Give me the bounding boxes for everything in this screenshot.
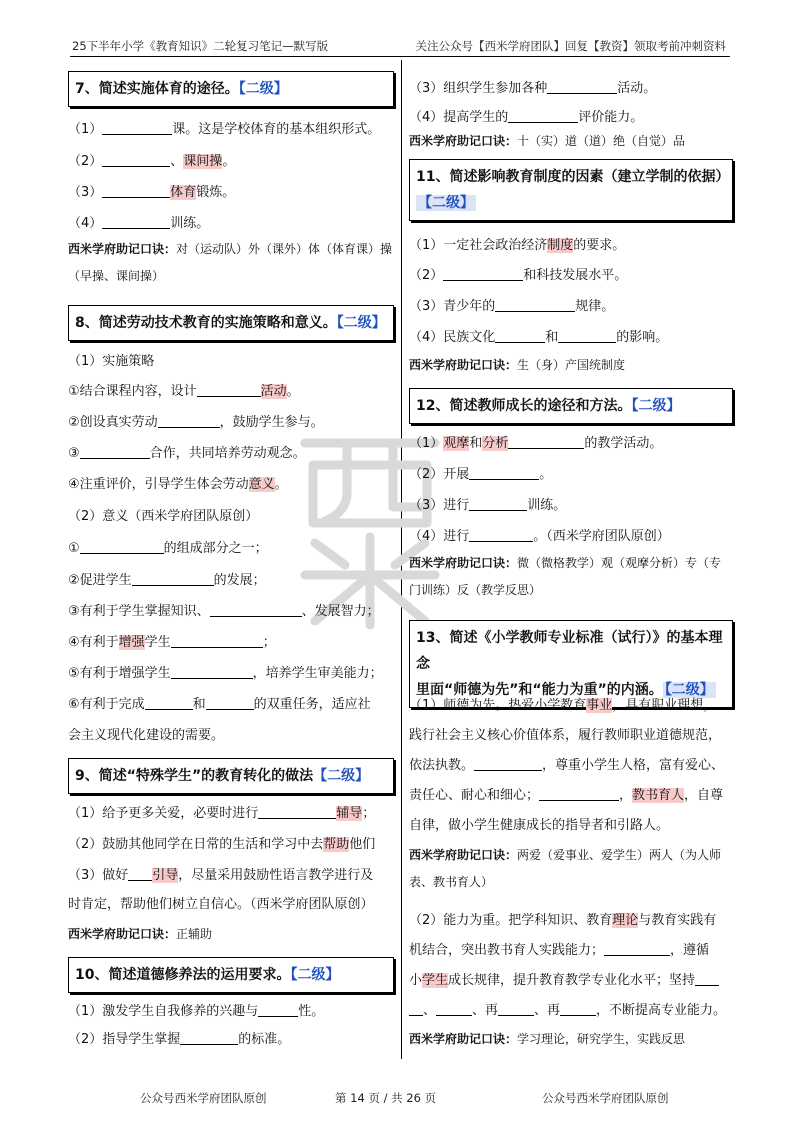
q13-p1-line-1: （1）师德为先。热爱小学教育事业，具有职业理想， (409, 698, 717, 713)
q8-subheading-2: （2）意义（西米学府团队原创） (68, 509, 259, 524)
question-12-title: 12、简述教师成长的途径和方法。 (416, 398, 632, 414)
level-tag: 【二级】 (418, 195, 474, 211)
page-number: 第 14 页 / 共 26 页 (335, 1091, 437, 1105)
q9-item-1: （1）给予更多关爱，必要时进行 辅导； (68, 806, 376, 821)
level-tag: 【二级】 (631, 398, 681, 414)
question-7-box (68, 71, 394, 107)
q7-mnemonic: 西米学府助记口诀：对（运动队）外（课外）体（体育课）操（早操、课间操） (68, 242, 393, 283)
question-11-box (409, 159, 733, 221)
q8-meaning-2: ②促进学生 的发展； (68, 573, 266, 588)
question-11-title: 11、简述影响教育制度的因素（建立学制的依据） (416, 169, 730, 185)
question-8-title: 8、简述劳动技术教育的实施策略和意义。 (75, 315, 337, 331)
footer-left: 公众号西米学府团队原创 (140, 1091, 267, 1105)
q10-item-4: （4）提高学生的 评价能力。 (409, 110, 644, 125)
q8-item-3: ③ 合作，共同培养劳动观念。 (68, 446, 306, 461)
q8-meaning-6-cont: 会主义现代化建设的需要。 (68, 728, 225, 743)
level-tag: 【二级】 (336, 315, 386, 331)
q13-p1-line-2: 践行社会主义核心价值体系，履行教师职业道德规范， (409, 728, 722, 743)
q8-item-2: ②创设真实劳动 ，鼓励学生参与。 (68, 415, 324, 430)
level-tag: 【二级】 (313, 768, 370, 784)
q11-item-3: （3）青少年的 规律。 (409, 299, 615, 314)
q9-item-2: （2）鼓励其他同学在日常的生活和学习中去帮助他们 (68, 837, 376, 852)
level-tag: 【二级】 (238, 81, 288, 97)
q8-meaning-3: ③有利于学生掌握知识、 、发展智力； (68, 604, 380, 619)
header-rule (70, 56, 730, 57)
q9-item-3: （3）做好 引导，尽量采用鼓励性语言教学进行及 (68, 868, 374, 883)
column-divider (401, 60, 402, 1059)
q9-item-3-cont: 时肯定，帮助他们树立自信心。（西米学府团队原创） (68, 897, 374, 912)
level-tag: 【二级】 (290, 967, 340, 983)
q12-item-2: （2）开展 。 (409, 467, 553, 482)
q7-item-2: （2） 、课间操。 (68, 154, 236, 169)
q11-item-4: （4）民族文化 和 的影响。 (409, 330, 669, 345)
q10-item-1: （1）激发学生自我修养的兴趣与 性。 (68, 1004, 325, 1019)
question-12-box (409, 388, 733, 424)
question-13-title-line-1: 13、简述《小学教师专业标准（试行）》的基本理念 (416, 630, 723, 672)
q13-p2-line-3: 小学生成长规律，提升教育教学专业化水平；坚持 (409, 969, 733, 988)
q12-mnemonic: 西米学府助记口诀：微（微格教学）观（观摩分析）专（专门训练）反（教学反思） (409, 556, 722, 597)
q13-p2-line-1: （2）能力为重。把学科知识、教育理论与教育实践有 (409, 913, 717, 928)
q12-item-1: （1）观摩和分析 的教学活动。 (409, 436, 663, 451)
question-8-box (68, 305, 394, 341)
q8-meaning-6: ⑥有利于完成 和 的双重任务，适应社 (68, 697, 371, 712)
q13-p1-line-3: 依法执教。 ，尊重小学生人格，富有爱心、 (409, 758, 725, 773)
q8-subheading-1: （1）实施策略 (68, 354, 155, 369)
q11-item-1: （1）一定社会政治经济制度的要求。 (409, 238, 626, 253)
q13-p2-line-2: 机结合，突出教书育人实践能力； ，遵循 (409, 943, 710, 958)
level-tag: 【二级】 (664, 682, 714, 698)
page-header-promo: 关注公众号【西米学府团队】回复【教资】领取考前冲刺资料 (415, 39, 726, 53)
page-header-title: 25下半年小学《教育知识》二轮复习笔记—默写版 (72, 39, 329, 53)
q11-item-2: （2） 和科技发展水平。 (409, 268, 628, 283)
q13-p1-line-4: 责任心、耐心和细心； ，教书育人，自尊 (409, 788, 724, 803)
q9-mnemonic: 西米学府助记口诀：正辅助 (68, 927, 213, 941)
q11-mnemonic: 西米学府助记口诀：生（身）产国统制度 (409, 358, 626, 372)
q8-item-4: ④注重评价，引导学生体会劳动意义。 (68, 477, 288, 492)
q10-mnemonic: 西米学府助记口诀：十（实）道（道）绝（自觉）品 (409, 134, 686, 148)
q10-item-2: （2）指导学生掌握 的标准。 (68, 1032, 291, 1047)
q7-item-3: （3） 体育锻炼。 (68, 185, 236, 200)
q8-meaning-4: ④有利于增强学生 ； (68, 635, 276, 650)
q13-p2-line-4: 、 、再 、再 ，不断提高专业能力。 (409, 999, 733, 1018)
q8-item-1: ①结合课程内容，设计 活动。 (68, 384, 300, 399)
q10-item-3: （3）组织学生参加各种 活动。 (409, 81, 657, 96)
question-13-title-line-2: 里面“师德为先”和“能力为重”的内涵。 (416, 682, 663, 698)
q12-item-3: （3）进行 训练。 (409, 498, 567, 513)
q13-mnemonic-1: 西米学府助记口诀：两爱（爱事业、爱学生）两人（为人师表、教书育人） (409, 848, 722, 889)
question-7-title: 7、简述实施体育的途径。 (75, 81, 239, 97)
question-10-box (68, 957, 394, 993)
footer-right: 公众号西米学府团队原创 (542, 1091, 669, 1105)
q8-meaning-1: ① 的组成部分之一； (68, 541, 268, 556)
q13-mnemonic-2: 西米学府助记口诀：学习理论，研究学生，实践反思 (409, 1032, 686, 1046)
q7-item-4: （4） 训练。 (68, 216, 210, 231)
q7-item-1: （1） 课。这是学校体育的基本组织形式。 (68, 122, 381, 137)
q12-item-4: （4）进行 。（西米学府团队原创） (409, 529, 670, 544)
q8-meaning-5: ⑤有利于增强学生 ，培养学生审美能力； (68, 666, 383, 681)
question-9-title: 9、简述“特殊学生”的教育转化的做法 (75, 768, 314, 784)
q13-p1-line-5: 自律，做小学生健康成长的指导者和引路人。 (409, 818, 670, 833)
question-10-title: 10、简述道德修养法的运用要求。 (75, 967, 291, 983)
question-9-box (68, 758, 394, 794)
